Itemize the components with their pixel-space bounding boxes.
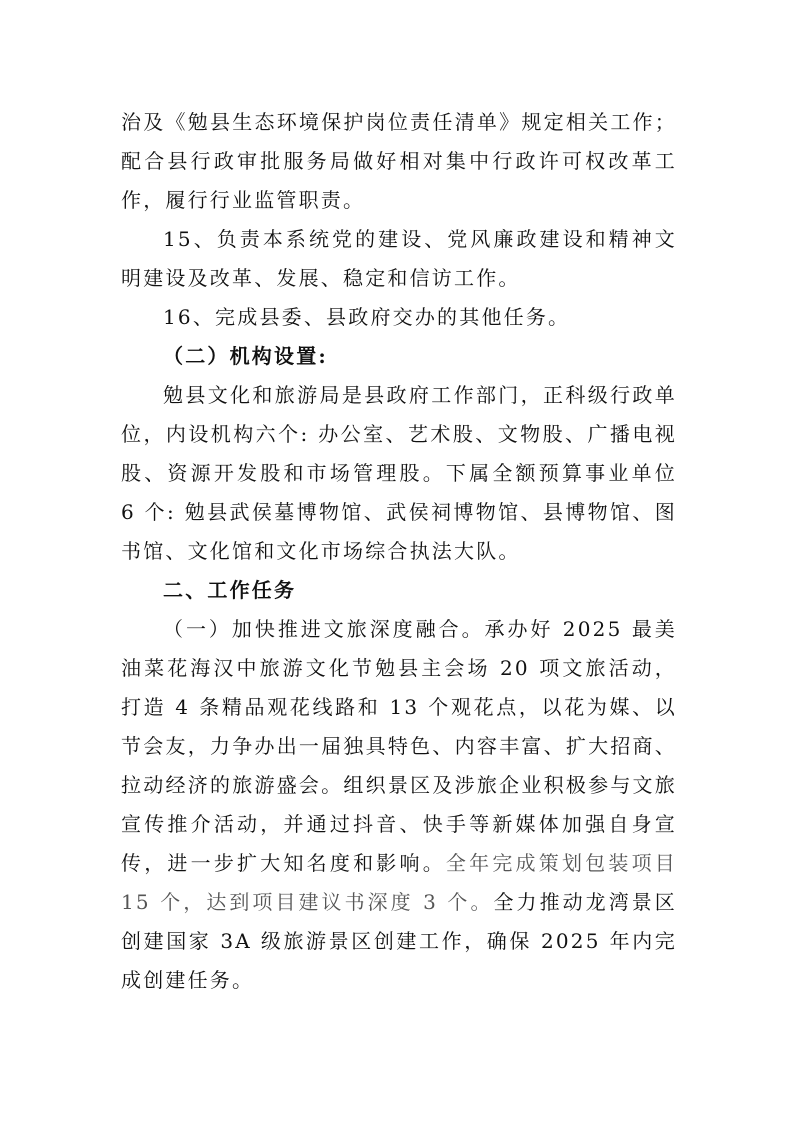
paragraph-item-15: 15、负责本系统党的建设、党风廉政建设和精神文明建设及改革、发展、稳定和信访工作。	[121, 227, 677, 290]
document-page	[121, 103, 677, 1000]
paragraph-item-16: 16、完成县委、县政府交办的其他任务。	[163, 305, 571, 329]
paragraph-organization: 勉县文化和旅游局是县政府工作部门，正科级行政单位，内设机构六个: 办公室、艺术股、文物股、广播电视股、资源开发股和市场管理股。下属全额预算事业单位 6 个: 勉县武侯墓博物馆、武侯祠博物馆、县博物馆、图书馆、文化馆和文化市场综合执法大队。	[121, 383, 677, 563]
task-1-scenic-text: 全力推动龙湾景区创建国家 3A 级旅游景区创建工作，确保 2025 年内完成创建任务。	[121, 890, 678, 992]
task-1-planning-text: 全年完成策划包装项目 15 个，达到项目建议书深度 3 个。	[121, 851, 677, 914]
section-heading-tasks: 二、工作任务	[163, 578, 297, 602]
paragraph-task-1	[121, 610, 677, 1000]
paragraph-duties-continued: 治及《勉县生态环境保护岗位责任清单》规定相关工作；配合县行政审批服务局做好相对集中行政许可权改革工作，履行行业监管职责。	[121, 110, 677, 212]
section-heading-organization: （二）机构设置:	[163, 344, 328, 368]
task-1-text: （一）加快推进文旅深度融合。承办好 2025 最美油菜花海汉中旅游文化节勉县主会场 20 项文旅活动，打造 4 条精品观花线路和 13 个观花点，以花为媒、以节会友，力争办出一届独具特色、内容丰富、扩大招商、拉动经济的旅游盛会。组织景区及涉旅企业积极参与文旅宣传推介活动，并通过抖音、快手等新媒体加强自身宣传，进一步扩大知名度和影响。	[121, 617, 677, 875]
